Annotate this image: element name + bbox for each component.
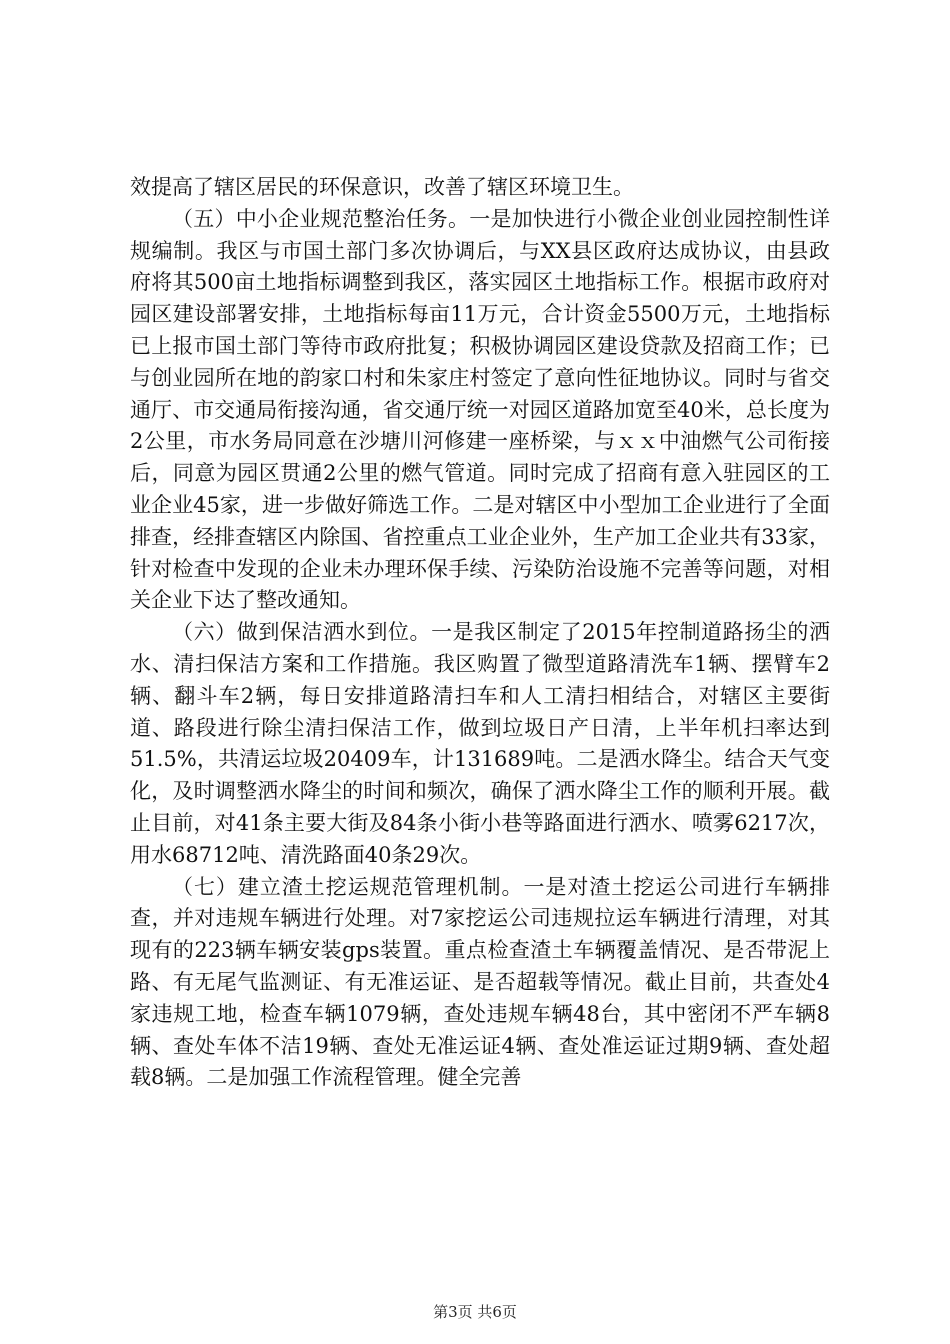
paragraph-section-6: （六）做到保洁洒水到位。一是我区制定了2015年控制道路扬尘的洒水、清扫保洁方案和工作措施。我区购置了微型道路清洗车1辆、摆臂车2辆、翻斗车2辆，每日安排道路清扫车和人工清扫相结合，对辖区主要街道、路段进行除尘清扫保洁工作，做到垃圾日产日清，上半年机扫率达到51.5%，共清运垃圾20409车，计131689吨。二是洒水降尘。结合天气变化，及时调整洒水降尘的时间和频次，确保了洒水降尘工作的顺利开展。截止目前，对41条主要大街及84条小街小巷等路面进行洒水、喷雾6217次，用水68712吨、清洗路面40条29次。: [130, 620, 830, 867]
paragraph-continuation: 效提高了辖区居民的环保意识，改善了辖区环境卫生。: [130, 175, 634, 199]
document-body: [130, 172, 830, 1094]
page-footer: 第3页 共6页: [433, 1303, 517, 1321]
paragraph-section-7: （七）建立渣土挖运规范管理机制。一是对渣土挖运公司进行车辆排查，并对违规车辆进行处理。对7家挖运公司违规拉运车辆进行清理，对其现有的223辆车辆安装gps装置。重点检查渣土车辆覆盖情况、是否带泥上路、有无尾气监测证、有无准运证、是否超载等情况。截止目前，共查处4家违规工地，检查车辆1079辆，查处违规车辆48台，其中密闭不严车辆8辆、查处车体不洁19辆、查处无准运证4辆、查处准运证过期9辆、查处超载8辆。二是加强工作流程管理。健全完善: [130, 874, 830, 1090]
paragraph-section-5: （五）中小企业规范整治任务。一是加快进行小微企业创业园控制性详规编制。我区与市国土部门多次协调后，与XX县区政府达成协议，由县政府将其500亩土地指标调整到我区，落实园区土地指标工作。根据市政府对园区建设部署安排，土地指标每亩11万元，合计资金5500万元，土地指标已上报市国土部门等待市政府批复；积极协调园区建设贷款及招商工作；已与创业园所在地的韵家口村和朱家庄村签定了意向性征地协议。同时与省交通厅、市交通局衔接沟通，省交通厅统一对园区道路加宽至40米，总长度为2公里，市水务局同意在沙塘川河修建一座桥梁，与ｘｘ中油燃气公司衔接后，同意为园区贯通2公里的燃气管道。同时完成了招商有意入驻园区的工业企业45家，进一步做好筛选工作。二是对辖区中小型加工企业进行了全面排查，经排查辖区内除国、省控重点工业企业外，生产加工企业共有33家，针对检查中发现的企业未办理环保手续、污染防治设施不完善等问题，对相关企业下达了整改通知。: [130, 206, 830, 613]
